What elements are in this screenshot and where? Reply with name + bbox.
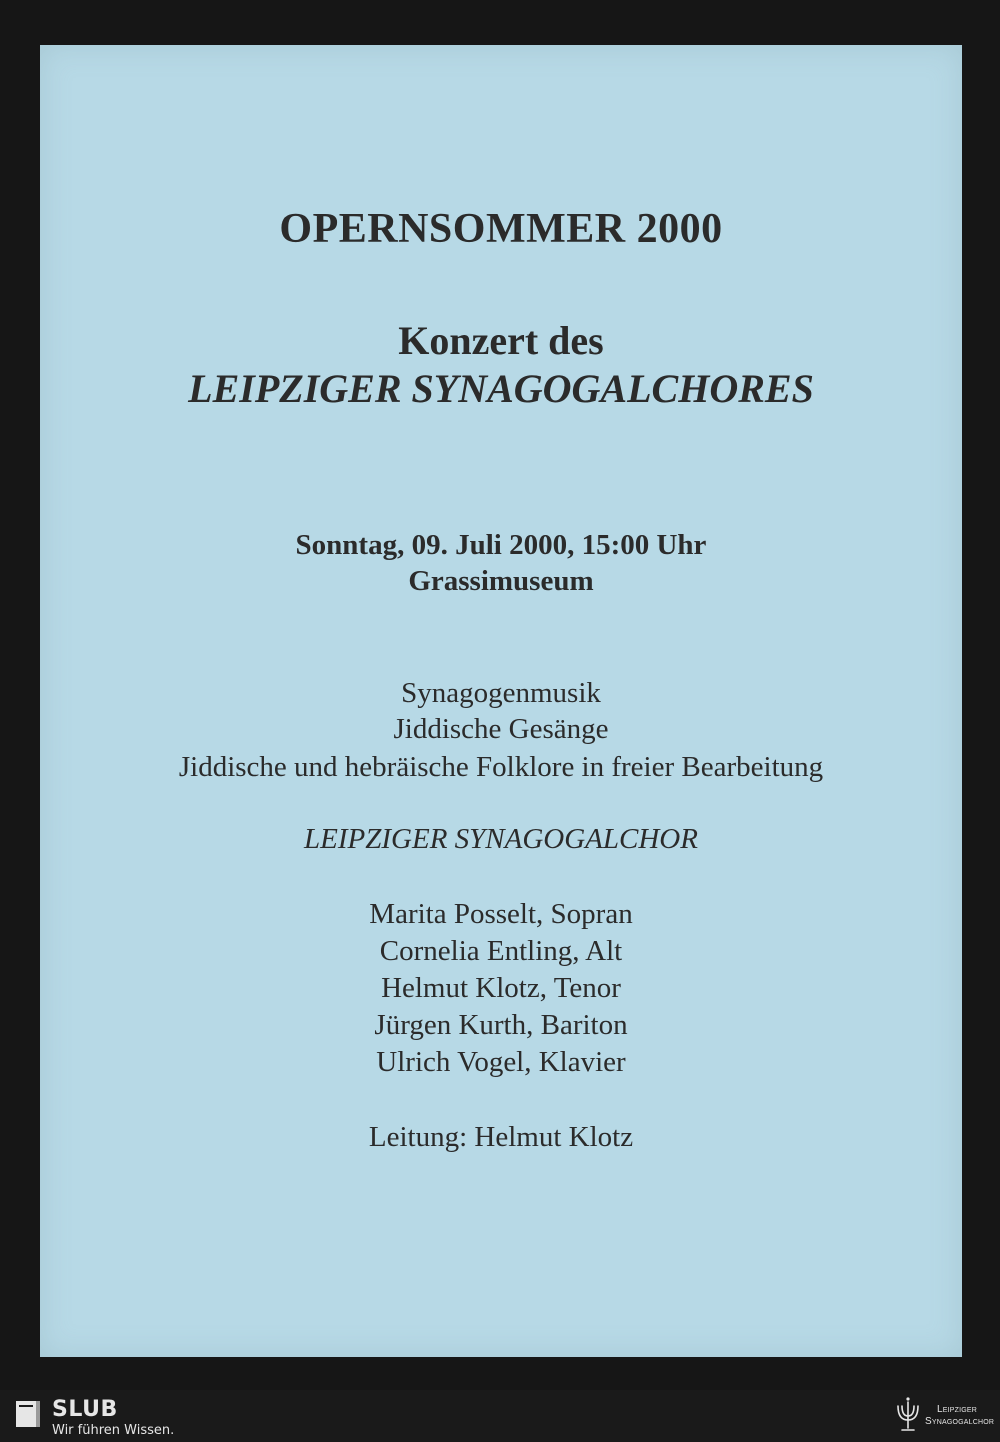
concert-flyer: [40, 45, 962, 1357]
partner-line-2: Synagogalchor: [925, 1416, 995, 1427]
menorah-icon: [893, 1396, 923, 1434]
performer: Marita Posselt, Sopran: [369, 898, 633, 930]
viewer-footer: [0, 1390, 1000, 1442]
partner-line-1: Leipziger: [937, 1404, 978, 1415]
partner-logo-text: [925, 1404, 997, 1428]
choir-heading: LEIPZIGER SYNAGOGALCHORES: [188, 366, 814, 411]
performer: Jürgen Kurth, Bariton: [374, 1009, 628, 1041]
venue: Grassimuseum: [408, 565, 594, 597]
program-item: Synagogenmusik: [401, 677, 601, 709]
performer: Ulrich Vogel, Klavier: [376, 1046, 626, 1078]
direction: Leitung: Helmut Klotz: [368, 1121, 634, 1153]
program-item: Jiddische Gesänge: [393, 713, 609, 745]
slub-brand[interactable]: SLUB: [52, 1397, 118, 1422]
date-time: Sonntag, 09. Juli 2000, 15:00 Uhr: [295, 529, 707, 561]
slub-tagline: Wir führen Wissen.: [52, 1423, 175, 1438]
flyer-content: [40, 45, 962, 1357]
performer: Helmut Klotz, Tenor: [381, 972, 621, 1004]
choir-name: LEIPZIGER SYNAGOGALCHOR: [304, 823, 698, 855]
performer: Cornelia Entling, Alt: [379, 935, 623, 967]
program-item: Jiddische und hebräische Folklore in freier Bearbeitung: [178, 751, 824, 783]
flyer-title: OPERNSOMMER 2000: [279, 206, 723, 252]
concert-line: Konzert des: [398, 318, 604, 363]
book-icon: [14, 1399, 42, 1429]
